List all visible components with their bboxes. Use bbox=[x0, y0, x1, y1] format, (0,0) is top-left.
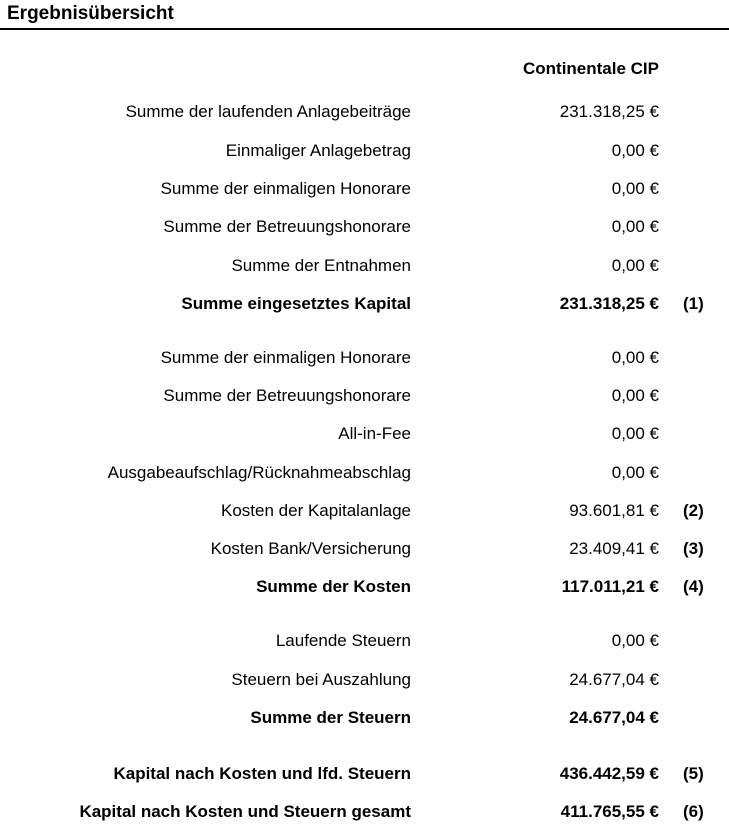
table-row-steuern-auszahlung bbox=[0, 668, 729, 692]
row-label: Ausgabeaufschlag/Rücknahmeabschlag bbox=[107, 463, 411, 482]
row-value: 24.677,04 € bbox=[569, 670, 659, 689]
row-value: 436.442,59 € bbox=[559, 764, 659, 783]
column-header-product: Continentale CIP bbox=[522, 59, 659, 78]
row-value: 0,00 € bbox=[611, 463, 659, 482]
table-row-ausgabeaufschlag bbox=[0, 461, 729, 485]
row-label: Summe der einmaligen Honorare bbox=[160, 348, 411, 367]
row-value: 231.318,25 € bbox=[559, 294, 659, 313]
row-value: 0,00 € bbox=[611, 141, 659, 160]
row-value: 24.677,04 € bbox=[569, 708, 659, 727]
row-value: 0,00 € bbox=[611, 631, 659, 650]
row-note: (3) bbox=[683, 539, 704, 558]
table-row-summe-kosten bbox=[0, 575, 729, 599]
row-label: Summe der Entnahmen bbox=[231, 256, 411, 275]
row-note: (1) bbox=[683, 294, 704, 313]
row-note: (4) bbox=[683, 577, 704, 596]
row-note: (6) bbox=[683, 802, 704, 821]
row-value: 0,00 € bbox=[611, 256, 659, 275]
row-value: 0,00 € bbox=[611, 424, 659, 443]
row-label: Steuern bei Auszahlung bbox=[231, 670, 411, 689]
table-row-kosten-bank-versicherung bbox=[0, 537, 729, 561]
page-title: Ergebnisübersicht bbox=[7, 3, 174, 24]
row-label: Summe der Betreuungshonorare bbox=[163, 217, 411, 236]
table-row-entnahmen bbox=[0, 254, 729, 278]
row-label: Summe eingesetztes Kapital bbox=[181, 294, 411, 313]
row-label: Summe der Betreuungshonorare bbox=[163, 386, 411, 405]
row-value: 231.318,25 € bbox=[559, 102, 659, 121]
table-row-betreuungshonorare bbox=[0, 215, 729, 239]
table-row-betreuungshonorare-2 bbox=[0, 384, 729, 408]
table-row-einmalige-honorare-2 bbox=[0, 346, 729, 370]
row-note: (5) bbox=[683, 764, 704, 783]
row-label: Einmaliger Anlagebetrag bbox=[225, 141, 411, 160]
row-label: Laufende Steuern bbox=[275, 631, 411, 650]
row-label: Kosten Bank/Versicherung bbox=[210, 539, 411, 558]
row-note: (2) bbox=[683, 501, 704, 520]
table-row-all-in-fee bbox=[0, 422, 729, 446]
row-value: 93.601,81 € bbox=[569, 501, 659, 520]
table-row-einmaliger-anlagebetrag bbox=[0, 139, 729, 163]
row-value: 0,00 € bbox=[611, 217, 659, 236]
table-row-kapital-nach-kosten-steuern-gesamt bbox=[0, 800, 729, 824]
row-value: 0,00 € bbox=[611, 386, 659, 405]
row-label: Kosten der Kapitalanlage bbox=[221, 501, 411, 520]
row-value: 117.011,21 € bbox=[561, 577, 659, 596]
row-value: 0,00 € bbox=[611, 348, 659, 367]
table-row-laufende-steuern bbox=[0, 629, 729, 653]
row-value: 0,00 € bbox=[611, 179, 659, 198]
row-label: Summe der Steuern bbox=[250, 708, 411, 727]
row-label: Summe der einmaligen Honorare bbox=[160, 179, 411, 198]
row-label: Summe der laufenden Anlagebeiträge bbox=[125, 102, 411, 121]
row-label: Kapital nach Kosten und Steuern gesamt bbox=[79, 802, 411, 821]
row-value: 23.409,41 € bbox=[569, 539, 659, 558]
table-row-kapital-nach-kosten-lfd-steuern bbox=[0, 762, 729, 786]
row-label: Summe der Kosten bbox=[256, 577, 411, 596]
table-row-einmalige-honorare bbox=[0, 177, 729, 201]
page-header bbox=[0, 0, 729, 30]
table-row-kosten-kapitalanlage bbox=[0, 499, 729, 523]
row-label: Kapital nach Kosten und lfd. Steuern bbox=[113, 764, 411, 783]
table-row-summe-steuern bbox=[0, 706, 729, 730]
row-label: All-in-Fee bbox=[338, 424, 411, 443]
table-row-summe-eingesetztes-kapital bbox=[0, 292, 729, 316]
table-row-laufende-anlagebeitraege bbox=[0, 100, 729, 124]
row-value: 411.765,55 € bbox=[560, 802, 659, 821]
